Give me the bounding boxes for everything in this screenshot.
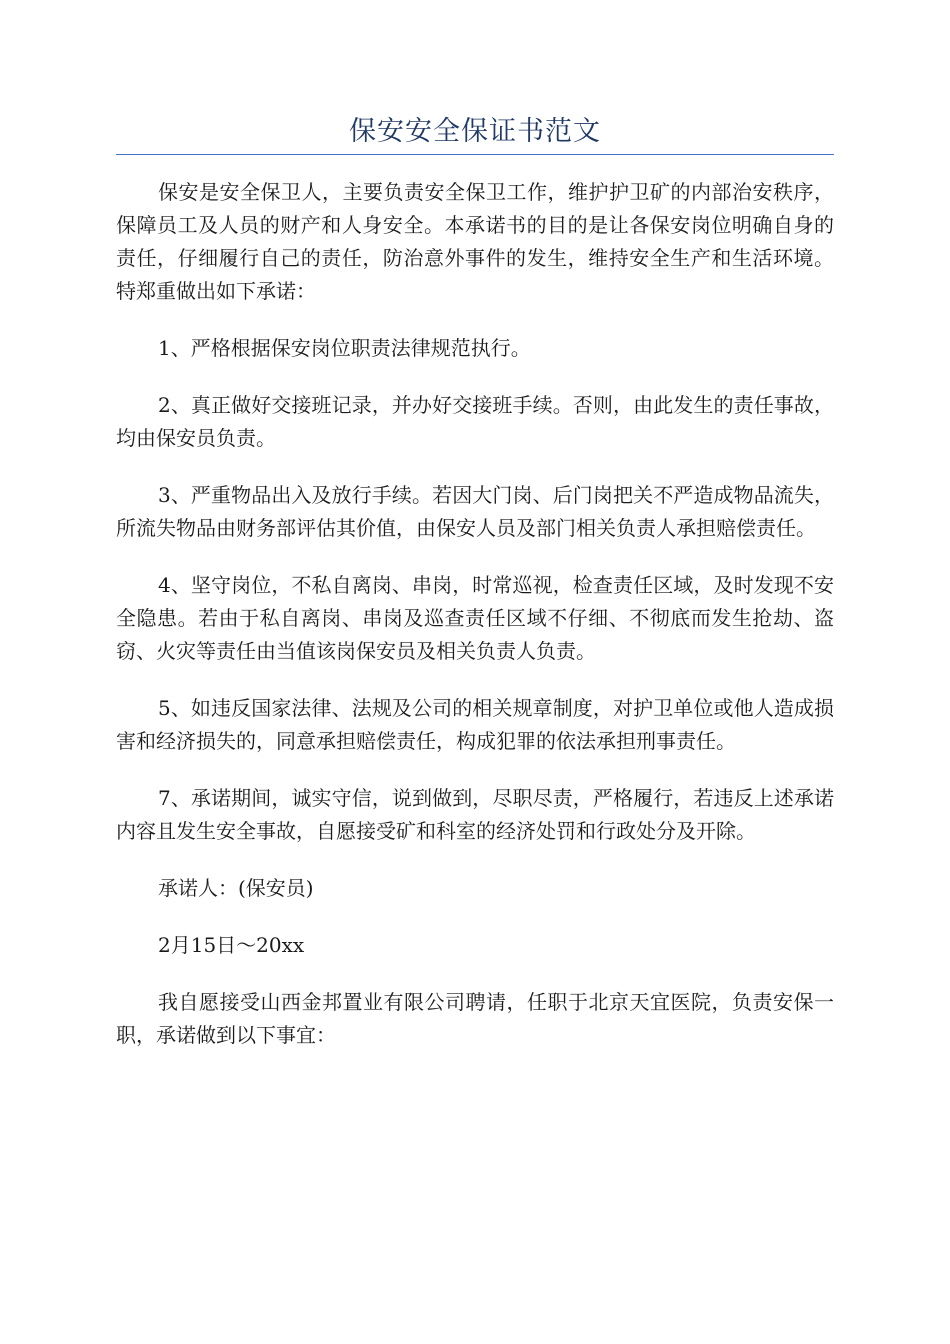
commitment-item-7: 7、承诺期间，诚实守信，说到做到，尽职尽责，严格履行，若违反上述承诺内容且发生安全事故，自愿接受矿和科室的经济处罚和行政处分及开除。 [116,786,834,843]
date-line: 2月15日～20xx [158,933,305,957]
document-title: 保安安全保证书范文 [349,116,601,147]
commitment-item-1: 1、严格根据保安岗位职责法律规范执行。 [158,336,531,360]
intro-paragraph: 保安是安全保卫人，主要负责安全保卫工作，维护护卫矿的内部治安秩序，保障员工及人员的财产和人身安全。本承诺书的目的是让各保安岗位明确自身的责任，仔细履行自己的责任，防治意外事件的发生，维持安全生产和生活环境。特郑重做出如下承诺： [116,180,834,303]
commitment-item-4: 4、坚守岗位，不私自离岗、串岗，时常巡视，检查责任区域，及时发现不安全隐患。若由于私自离岗、串岗及巡查责任区域不仔细、不彻底而发生抢劫、盗窃、火灾等责任由当值该岗保安员及相关负责人负责。 [116,573,834,663]
document-body [116,176,834,1076]
title-underline [116,154,834,155]
second-pledge-paragraph: 我自愿接受山西金邦置业有限公司聘请，任职于北京天宜医院，负责安保一职，承诺做到以下事宜： [116,990,834,1047]
commitment-item-2: 2、真正做好交接班记录，并办好交接班手续。否则，由此发生的责任事故，均由保安员负责。 [116,393,834,450]
commitment-item-3: 3、严重物品出入及放行手续。若因大门岗、后门岗把关不严造成物品流失，所流失物品由财务部评估其价值，由保安人员及部门相关负责人承担赔偿责任。 [116,483,834,540]
signatory-line: 承诺人：(保安员) [158,876,314,900]
commitment-item-5: 5、如违反国家法律、法规及公司的相关规章制度，对护卫单位或他人造成损害和经济损失的，同意承担赔偿责任，构成犯罪的依法承担刑事责任。 [116,696,834,753]
